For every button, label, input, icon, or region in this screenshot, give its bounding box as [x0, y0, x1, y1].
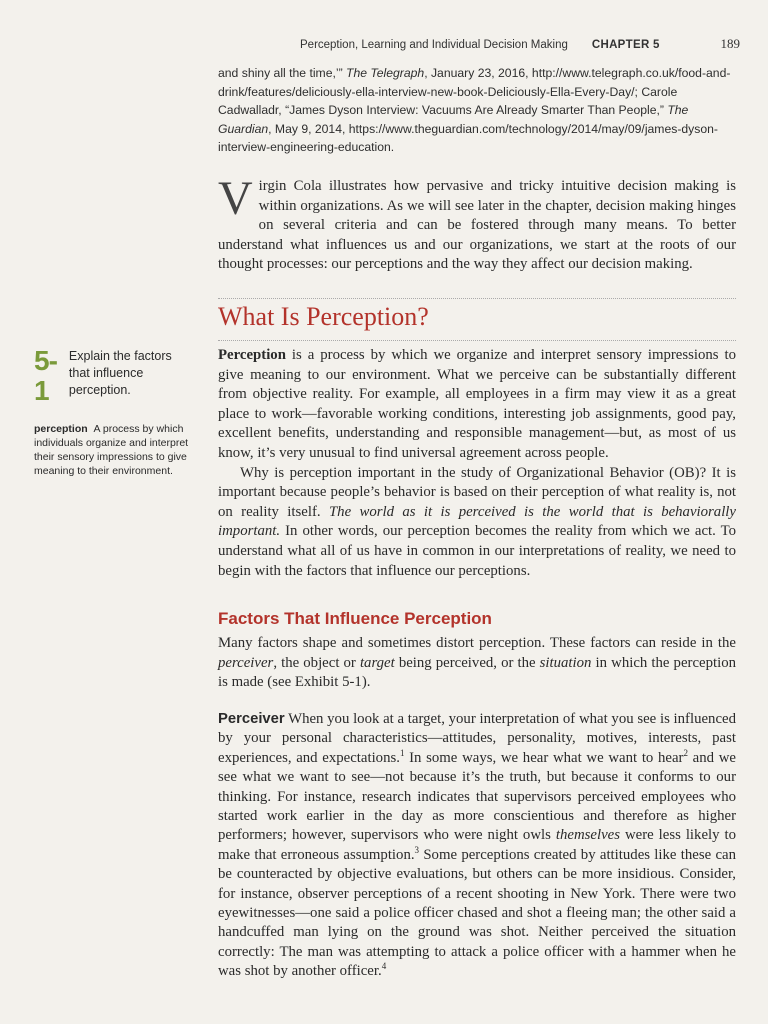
source-note-text: , May 9, 2014, https://www.theguardian.com/technology/2014/may/09/james-dyson-interview-engineering-education.	[218, 121, 718, 154]
glossary-term: perception	[34, 423, 88, 435]
emphasis-text: target	[359, 654, 395, 671]
subsection-title: Factors That Influence Perception	[218, 609, 492, 628]
footnote-ref: 3	[414, 844, 420, 855]
emphasis-text: perceiver	[218, 654, 274, 671]
drop-cap: V	[218, 172, 253, 225]
paragraph-text: being perceived, or the	[394, 654, 540, 671]
section-title: What Is Perception?	[218, 302, 429, 331]
paragraph-text: were less likely to make that erroneous assumption.	[218, 827, 736, 863]
source-note	[218, 64, 738, 157]
intro-paragraph	[218, 172, 736, 275]
footnote-ref: 2	[683, 747, 688, 758]
footnote-ref: 1	[399, 747, 405, 758]
source-note-publication: The Telegraph	[346, 66, 425, 80]
learning-objective	[34, 346, 194, 406]
paragraph-text: In other words, our perception becomes the reality from which we act. To understand what all of us have in common in our interpretations of reality, we need to begin with the factors that influence our perceptions.	[218, 523, 736, 579]
page-number: 189	[720, 36, 740, 51]
objective-text: Explain the factors that influence perception.	[68, 349, 172, 397]
running-head-title: Perception, Learning and Individual Decision Making	[300, 39, 568, 51]
paragraph-text: and we see what we want to see—not because it’s the truth, but because it conforms to our thinking. For instance, research indicates that supervisors perceived employees who started work earlier in the day as more conscientious and therefore as higher performers; however, supervisors who were night owls	[218, 749, 736, 844]
paragraph-text: is a process by which we organize and interpret sensory impressions to give meaning to our environment. What we perceive can be substantially different from objective reality. For example, all employees in a firm may view it as a great place to work—favorable working conditions, interesting job assignments, good pay, excellent benefits, understanding and responsible management—but, as most of us know, it’s very unusual to find universal agreement across people.	[218, 347, 736, 461]
section-rule-bottom	[218, 340, 736, 341]
factors-paragraph	[218, 634, 736, 693]
paragraph	[218, 346, 736, 464]
emphasis-text: themselves	[555, 827, 620, 844]
margin-column	[34, 346, 194, 478]
key-term: Perception	[218, 347, 286, 363]
paragraph-text: In some ways, we hear what we want to hear	[404, 749, 684, 766]
paragraph-text: Many factors shape and sometimes distort perception. These factors can reside in the	[218, 635, 736, 651]
glossary-definition: A process by which individuals organize and interpret their sensory impressions to give meaning to their environment.	[34, 423, 189, 477]
run-in-heading: Perceiver	[218, 711, 285, 727]
intro-text: irgin Cola illustrates how pervasive and tricky intuitive decision making is within organizations. As we will see later in the chapter, decision making hinges on several criteria and can be fostered through many means. To better understand what influences us and our organizations, we start at the roots of our thought processes: our perceptions and the way they affect our decision making.	[218, 178, 736, 272]
footnote-ref: 4	[381, 961, 387, 972]
perceiver-paragraph	[218, 710, 736, 982]
paragraph-text: Why is perception important in the study of Organizational Behavior (OB)? It is important because people’s behavior is based on their perception of what reality is, not on reality itself.	[218, 464, 736, 520]
paragraph-text: in which the perception is made (see Exhibit 5-1).	[218, 654, 736, 691]
source-note-publication: The Guardian	[218, 103, 689, 136]
emphasis-text: The world as it is perceived is the world that is behaviorally important.	[218, 503, 736, 540]
paragraph	[218, 464, 736, 582]
chapter-label: CHAPTER 5	[591, 39, 660, 51]
source-note-text: and shiny all the time,’”	[218, 66, 347, 80]
perception-body	[218, 346, 736, 581]
paragraph-text: When you look at a target, your interpretation of what you see is influenced by your personal characteristics—attitudes, personality, motives, interests, past experiences, and expectations.	[218, 711, 736, 766]
running-head	[300, 36, 740, 52]
objective-number: 5-1	[34, 345, 57, 406]
paragraph-text: , the object or	[273, 654, 360, 671]
glossary-entry	[34, 422, 194, 478]
emphasis-text: situation	[539, 654, 592, 671]
paragraph-text: Some perceptions created by attitudes like these can be counteracted by objective evaluations, but others can be more insidious. Consider, for instance, observer perceptions of a recent shooting in New York. There were two eyewitnesses—one said a police officer chased and shot a fleeing man; the other said a handcuffed man lying on the ground was shot. Neither perceived the situation correctly: The man was attempting to attack a police officer with a hammer when he was shot by another officer.	[218, 846, 736, 980]
source-note-text: , January 23, 2016, http://www.telegraph.co.uk/food-and-drink/features/deliciously-ella-interview-new-book-Deliciously-Ella-Every-Day/; Carole Cadwalladr, “James Dyson Interview: Vacuums Are Already Smarter Than People,”	[218, 66, 731, 117]
section-rule-top	[218, 298, 736, 299]
